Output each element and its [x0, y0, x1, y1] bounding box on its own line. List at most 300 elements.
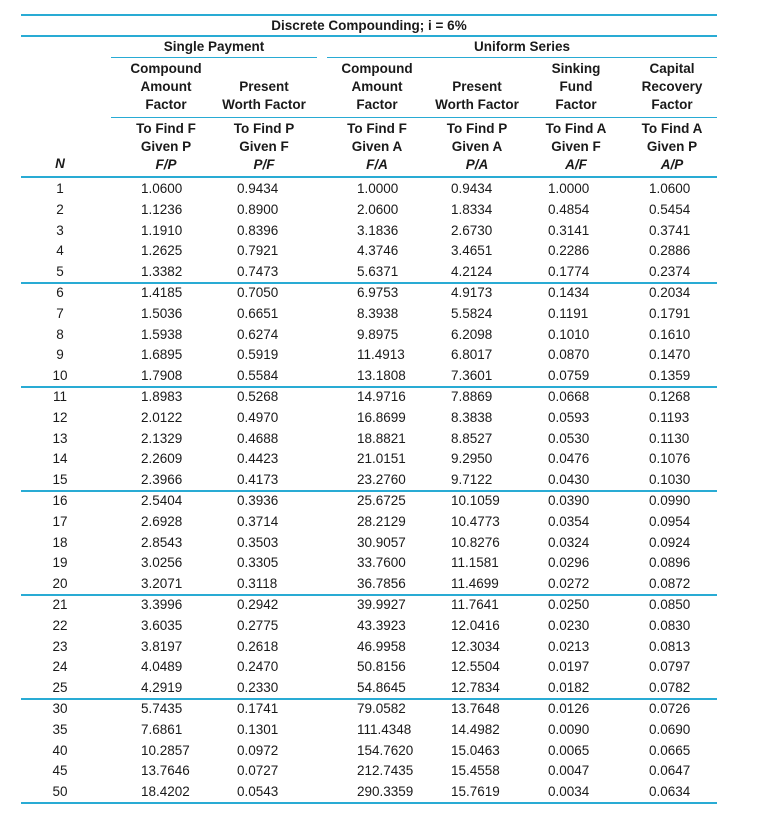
factor-cell: 21.0151 [357, 451, 406, 467]
column-header-find: To Find A [545, 121, 607, 136]
factor-cell: 0.1268 [649, 389, 691, 404]
column-header-notation-2 [211, 120, 317, 174]
table-row [21, 325, 717, 346]
column-header-line: Amount [351, 79, 403, 94]
column-header-line: Present [452, 79, 502, 94]
table-row [21, 616, 717, 637]
factor-cell: 0.7473 [237, 264, 279, 280]
factor-cell: 14.9716 [357, 389, 406, 404]
title-rule [21, 35, 717, 37]
row-n-cell: 11 [52, 389, 67, 404]
factor-cell: 8.3838 [451, 409, 493, 425]
factor-cell: 11.4699 [451, 576, 499, 592]
factor-cell: 0.3118 [237, 576, 278, 592]
single-group-rule [111, 57, 317, 58]
factor-cell: 15.0463 [451, 742, 500, 758]
factor-cell: 7.6861 [141, 721, 183, 737]
factor-cell: 0.0476 [548, 451, 590, 467]
factor-cell: 0.2374 [649, 264, 691, 280]
factor-cell: 0.3714 [237, 513, 279, 529]
factor-cell: 0.0726 [649, 701, 691, 716]
factor-cell: 4.9173 [451, 285, 493, 300]
column-header-line: Factor [145, 97, 187, 112]
factor-cell: 0.0065 [548, 742, 590, 758]
factor-cell: 0.1076 [649, 451, 691, 467]
row-n-cell: 9 [56, 347, 64, 363]
table-row [21, 699, 717, 720]
factor-cell: 13.1808 [357, 368, 406, 384]
factor-cell: 54.8645 [357, 680, 406, 696]
table-row [21, 470, 717, 491]
column-header-given: Given F [551, 139, 601, 154]
factor-cell: 0.9434 [451, 181, 493, 196]
factor-cell: 11.1581 [451, 555, 499, 571]
column-header-line [429, 60, 525, 78]
column-header-given: Given F [239, 139, 289, 154]
factor-cell: 0.2470 [237, 659, 279, 675]
factor-cell: 2.5404 [141, 493, 183, 508]
factor-cell: 0.0727 [237, 763, 279, 779]
table-row [21, 553, 717, 574]
table-row [21, 782, 717, 803]
factor-cell: 0.0324 [548, 534, 590, 550]
column-header-line: Factor [651, 97, 693, 112]
factor-cell: 28.2129 [357, 513, 406, 529]
factor-cell: 0.5454 [649, 201, 691, 217]
row-n-cell: 24 [52, 659, 68, 675]
table-row [21, 221, 717, 242]
factor-cell: 3.2071 [141, 576, 183, 592]
factor-cell: 0.0668 [548, 389, 590, 404]
factor-cell: 1.0000 [357, 181, 399, 196]
factor-cell: 2.1329 [141, 430, 183, 446]
factor-cell: 8.8527 [451, 430, 493, 446]
column-header-notation: P/F [253, 157, 275, 172]
factor-cell: 0.3141 [548, 222, 590, 238]
factor-cell: 50.8156 [357, 659, 406, 675]
factor-cell: 13.7646 [141, 763, 190, 779]
row-n-cell: 5 [56, 264, 64, 280]
factor-cell: 16.8699 [357, 409, 406, 425]
factor-cell: 18.8821 [357, 430, 406, 446]
factor-cell: 12.3034 [451, 638, 500, 654]
row-n-cell: 40 [52, 742, 68, 758]
factor-cell: 30.9057 [357, 534, 406, 550]
row-n-cell: 6 [56, 285, 64, 300]
factor-cell: 6.9753 [357, 285, 399, 300]
table-row [21, 741, 717, 762]
table-row [21, 200, 717, 221]
factor-cell: 12.7834 [451, 680, 500, 696]
row-n-cell: 1 [56, 181, 64, 196]
table-row [21, 304, 717, 325]
factor-cell: 3.0256 [141, 555, 183, 571]
factor-cell: 12.5504 [451, 659, 500, 675]
column-header-name-3 [327, 60, 427, 114]
factor-cell: 9.2950 [451, 451, 493, 467]
factor-cell: 9.7122 [451, 472, 493, 488]
factor-cell: 0.1030 [649, 472, 691, 488]
factor-cell: 46.9958 [357, 638, 406, 654]
factor-cell: 10.8276 [451, 534, 500, 550]
column-header-line: Recovery [641, 79, 703, 94]
factor-cell: 0.4854 [548, 201, 590, 217]
factor-cell: 6.8017 [451, 347, 493, 363]
factor-cell: 0.2886 [649, 243, 691, 259]
column-header-given: Given A [351, 139, 403, 154]
factor-cell: 4.3746 [357, 243, 399, 259]
factor-cell: 0.8900 [237, 201, 279, 217]
factor-cell: 0.0034 [548, 784, 590, 800]
factor-cell: 9.8975 [357, 326, 399, 342]
factor-cell: 14.4982 [451, 721, 500, 737]
factor-cell: 13.7648 [451, 701, 500, 716]
column-header-line: Sinking [551, 61, 601, 76]
table-row [21, 283, 717, 304]
row-n-cell: 22 [52, 617, 68, 633]
factor-cell: 11.7641 [451, 597, 499, 612]
top-rule [21, 14, 717, 16]
factor-cell: 1.0600 [649, 181, 691, 196]
column-header-line: Compound [130, 61, 202, 76]
factor-cell: 0.0354 [548, 513, 590, 529]
table-row [21, 241, 717, 262]
factor-cell: 0.3305 [237, 555, 279, 571]
factor-cell: 0.2942 [237, 597, 279, 612]
factor-cell: 0.0090 [548, 721, 590, 737]
factor-cell: 1.1910 [141, 222, 183, 238]
factor-cell: 0.0230 [548, 617, 590, 633]
factor-cell: 3.8197 [141, 638, 183, 654]
factor-cell: 0.0593 [548, 409, 590, 425]
column-header-name-4 [429, 60, 525, 114]
table-row [21, 761, 717, 782]
row-n-cell: 14 [52, 451, 68, 467]
table-row [21, 387, 717, 408]
factor-cell: 0.1010 [548, 326, 590, 342]
factor-cell: 0.0665 [649, 742, 691, 758]
factor-cell: 8.3938 [357, 305, 399, 321]
factor-cell: 0.4688 [237, 430, 279, 446]
factor-cell: 0.0872 [649, 576, 691, 592]
factor-cell: 0.0690 [649, 721, 691, 737]
group-rule [21, 802, 717, 804]
table-row [21, 678, 717, 699]
factor-cell: 0.1470 [649, 347, 691, 363]
factor-cell: 0.7921 [237, 243, 279, 259]
table-row [21, 491, 717, 512]
n-column-header: N [55, 156, 65, 171]
factor-cell: 5.6371 [357, 264, 399, 280]
table-row [21, 720, 717, 741]
factor-cell: 0.0972 [237, 742, 279, 758]
column-header-find: To Find P [233, 121, 295, 136]
factor-cell: 3.3996 [141, 597, 183, 612]
column-header-line: Worth Factor [435, 97, 519, 112]
column-header-notation: P/A [465, 157, 489, 172]
uniform-group-rule [327, 57, 717, 58]
factor-cell: 33.7600 [357, 555, 406, 571]
table-row [21, 366, 717, 387]
factor-cell: 0.2775 [237, 617, 279, 633]
factor-cell: 0.9434 [237, 181, 279, 196]
factor-cell: 0.1434 [548, 285, 590, 300]
factor-cell: 0.1130 [649, 430, 690, 446]
factor-cell: 0.6651 [237, 305, 279, 321]
factor-cell: 0.5584 [237, 368, 279, 384]
factor-cell: 0.1774 [548, 264, 590, 280]
column-header-line: Compound [341, 61, 413, 76]
column-header-name-6 [627, 60, 717, 114]
factor-cell: 0.0272 [548, 576, 590, 592]
factor-cell: 2.0600 [357, 201, 399, 217]
factor-cell: 1.4185 [141, 285, 183, 300]
row-n-cell: 35 [52, 721, 68, 737]
factor-cell: 0.1191 [548, 305, 589, 321]
row-n-cell: 20 [52, 576, 68, 592]
factor-cell: 1.5036 [141, 305, 183, 321]
factor-cell: 0.0296 [548, 555, 590, 571]
factor-cell: 1.0600 [141, 181, 183, 196]
factor-cell: 0.0647 [649, 763, 691, 779]
column-header-given: Given A [451, 139, 503, 154]
factor-cell: 0.4173 [237, 472, 279, 488]
factor-cell: 0.4970 [237, 409, 279, 425]
factor-cell: 4.2919 [141, 680, 183, 696]
row-n-cell: 30 [52, 701, 68, 716]
factor-cell: 1.1236 [141, 201, 183, 217]
factor-cell: 1.6895 [141, 347, 183, 363]
factor-cell: 7.8869 [451, 389, 493, 404]
factor-cell: 1.0000 [548, 181, 590, 196]
factor-cell: 0.0250 [548, 597, 590, 612]
factor-cell: 0.0126 [548, 701, 590, 716]
row-n-cell: 8 [56, 326, 64, 342]
factor-cell: 1.2625 [141, 243, 183, 259]
table-row [21, 345, 717, 366]
row-n-cell: 15 [52, 472, 68, 488]
factor-cell: 0.2330 [237, 680, 279, 696]
factor-cell: 2.6730 [451, 222, 493, 238]
factor-cell: 0.8396 [237, 222, 279, 238]
table-row [21, 574, 717, 595]
factor-cell: 0.0047 [548, 763, 590, 779]
factor-cell: 0.5268 [237, 389, 279, 404]
factor-cell: 0.1741 [237, 701, 279, 716]
column-header-notation: A/F [565, 157, 587, 172]
factor-cell: 0.0197 [548, 659, 590, 675]
table-row [21, 533, 717, 554]
table-row [21, 429, 717, 450]
factor-cell: 25.6725 [357, 493, 406, 508]
factor-cell: 0.0213 [548, 638, 590, 654]
column-header-notation: F/A [366, 157, 388, 172]
column-header-find: To Find P [446, 121, 508, 136]
column-header-name-1 [119, 60, 213, 114]
factor-cell: 79.0582 [357, 701, 406, 716]
factor-cell: 0.0182 [548, 680, 590, 696]
row-n-cell: 21 [52, 597, 68, 612]
factor-cell: 2.0122 [141, 409, 183, 425]
factor-cell: 0.0797 [649, 659, 691, 675]
factor-cell: 5.5824 [451, 305, 493, 321]
row-n-cell: 3 [56, 222, 64, 238]
factor-cell: 10.1059 [451, 493, 500, 508]
factor-cell: 0.3741 [649, 222, 691, 238]
column-header-line [211, 60, 317, 78]
column-header-notation: A/P [660, 157, 684, 172]
factor-cell: 0.0954 [649, 513, 691, 529]
table-title [21, 18, 717, 33]
factor-cell: 0.2618 [237, 638, 279, 654]
factor-cell: 11.4913 [357, 347, 405, 363]
row-n-cell: 18 [52, 534, 68, 550]
factor-cell: 3.1836 [357, 222, 399, 238]
table-row [21, 637, 717, 658]
factor-cell: 10.2857 [141, 742, 190, 758]
factor-cell: 2.2609 [141, 451, 183, 467]
factor-cell: 290.3359 [357, 784, 414, 800]
column-header-notation: F/P [155, 157, 177, 172]
factor-cell: 1.8983 [141, 389, 183, 404]
factor-cell: 3.4651 [451, 243, 493, 259]
row-n-cell: 25 [52, 680, 68, 696]
table-title-text: Discrete Compounding; i = 6% [271, 18, 467, 33]
column-header-notation-5 [528, 120, 624, 174]
factor-cell: 12.0416 [451, 617, 500, 633]
row-n-cell: 12 [52, 409, 68, 425]
factor-cell: 0.4423 [237, 451, 279, 467]
factor-cell: 1.7908 [141, 368, 183, 384]
row-n-cell: 10 [52, 368, 68, 384]
factor-cell: 2.6928 [141, 513, 183, 529]
factor-cell: 0.1193 [649, 409, 690, 425]
column-header-notation-3 [327, 120, 427, 174]
factor-cell: 111.4348 [357, 721, 412, 737]
factor-cell: 0.1610 [649, 326, 691, 342]
column-header-find: To Find A [641, 121, 703, 136]
column-header-given: Given P [140, 139, 192, 154]
factor-cell: 1.5938 [141, 326, 183, 342]
factor-cell: 0.0870 [548, 347, 590, 363]
factor-cell: 0.0430 [548, 472, 590, 488]
factor-cell: 0.0543 [237, 784, 279, 800]
factor-cell: 15.4558 [451, 763, 500, 779]
column-header-line: Capital [649, 61, 695, 76]
row-n-cell: 50 [52, 784, 68, 800]
factor-cell: 0.0782 [649, 680, 691, 696]
factor-cell: 0.5919 [237, 347, 279, 363]
row-n-cell: 13 [52, 430, 68, 446]
row-n-cell: 4 [56, 243, 64, 259]
header-bottom-rule [21, 176, 717, 178]
column-header-line: Present [239, 79, 289, 94]
factor-cell: 36.7856 [357, 576, 406, 592]
column-header-notation-6 [627, 120, 717, 174]
column-header-line: Worth Factor [222, 97, 306, 112]
row-n-cell: 7 [56, 305, 64, 321]
group-single-payment: Single Payment [163, 39, 265, 54]
factor-cell: 15.7619 [451, 784, 500, 800]
row-n-cell: 23 [52, 638, 68, 654]
factor-cell: 18.4202 [141, 784, 190, 800]
row-n-cell: 16 [52, 493, 68, 508]
factor-cell: 212.7435 [357, 763, 414, 779]
factor-cell: 4.2124 [451, 264, 493, 280]
factor-cell: 39.9927 [357, 597, 406, 612]
table-row [21, 512, 717, 533]
table-row [21, 408, 717, 429]
factor-cell: 0.0830 [649, 617, 691, 633]
factor-cell: 0.1301 [237, 721, 279, 737]
factor-cell: 0.0530 [548, 430, 590, 446]
column-header-name-2 [211, 60, 317, 114]
column-header-find: To Find F [347, 121, 407, 136]
factor-cell: 10.4773 [451, 513, 500, 529]
table-row [21, 595, 717, 616]
factor-cell: 2.8543 [141, 534, 183, 550]
factor-cell: 1.3382 [141, 264, 183, 280]
factor-cell: 0.0634 [649, 784, 691, 800]
factor-cell: 0.2034 [649, 285, 691, 300]
factor-cell: 0.0390 [548, 493, 590, 508]
factor-cell: 0.7050 [237, 285, 279, 300]
factor-cell: 23.2760 [357, 472, 406, 488]
factor-cell: 0.0850 [649, 597, 691, 612]
column-header-find: To Find F [136, 121, 196, 136]
group-uniform-series: Uniform Series [473, 39, 571, 54]
factor-cell: 0.0924 [649, 534, 691, 550]
column-header-notation-1 [119, 120, 213, 174]
factor-cell: 2.3966 [141, 472, 183, 488]
factor-cell: 0.6274 [237, 326, 279, 342]
factor-cell: 1.8334 [451, 201, 493, 217]
factor-cell: 0.0759 [548, 368, 590, 384]
column-header-name-5 [528, 60, 624, 114]
header-divider [111, 117, 717, 118]
factor-cell: 0.2286 [548, 243, 590, 259]
column-header-given: Given P [646, 139, 698, 154]
factor-cell: 5.7435 [141, 701, 183, 716]
factor-cell: 0.0990 [649, 493, 691, 508]
factor-cell: 43.3923 [357, 617, 406, 633]
factor-cell: 0.1791 [649, 305, 691, 321]
factor-cell: 6.2098 [451, 326, 493, 342]
factor-cell: 0.3503 [237, 534, 279, 550]
row-n-cell: 17 [52, 513, 68, 529]
factor-cell: 7.3601 [451, 368, 493, 384]
factor-cell: 0.0813 [649, 638, 691, 654]
row-n-cell: 2 [56, 201, 64, 217]
factor-cell: 154.7620 [357, 742, 414, 758]
column-header-line: Fund [559, 79, 593, 94]
column-header-notation-4 [429, 120, 525, 174]
factor-cell: 3.6035 [141, 617, 183, 633]
row-n-cell: 19 [52, 555, 68, 571]
table-row [21, 449, 717, 470]
factor-cell: 0.3936 [237, 493, 279, 508]
column-header-line: Factor [555, 97, 597, 112]
row-n-cell: 45 [52, 763, 68, 779]
table-row [21, 262, 717, 283]
column-header-line: Factor [356, 97, 398, 112]
table-row [21, 179, 717, 200]
factor-cell: 0.1359 [649, 368, 691, 384]
factor-cell: 4.0489 [141, 659, 183, 675]
table-row [21, 657, 717, 678]
column-header-line: Amount [140, 79, 192, 94]
factor-cell: 0.0896 [649, 555, 691, 571]
